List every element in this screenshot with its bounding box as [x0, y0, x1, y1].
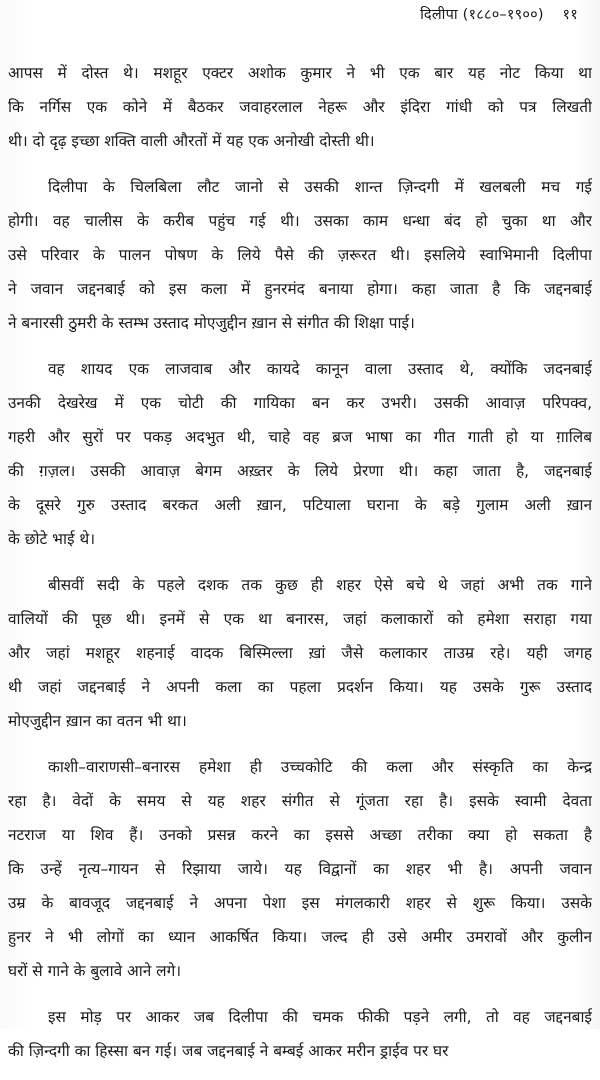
text-line: आपस में दोस्त थे। मशहूर एक्टर अशोक कुमार ने भी एक बार यह नोट किया था: [8, 64, 592, 82]
text-line: रहा है। वेदों के समय से यह शहर संगीत से गूंजता रहा है। इसके स्वामी देवता: [8, 792, 592, 810]
running-header: [420, 4, 578, 24]
paragraph: [8, 1000, 592, 1068]
text-line: हुनर ने भी लोगों का ध्यान आकर्षित किया। जल्द ही उसे अमीर उमरावों और कुलीन: [8, 928, 592, 946]
text-line: थी जहां जद्दनबाई ने अपनी कला का पहला प्रदर्शन किया। यह उसके गुरू उस्ताद: [8, 678, 592, 696]
text-line: वालियों की पूछ थी। इनमें से एक था बनारस, जहां कलाकारों को हमेशा सराहा गया: [8, 610, 592, 628]
text-line: नटराज या शिव हैं। उनको प्रसन्न करने का इससे अच्छा तरीका क्या हो सकता है: [8, 826, 592, 844]
text-line: उसे परिवार के पालन पोषण के लिये पैसे की ज़रूरत थी। इसलिये स्वाभिमानी दिलीपा: [8, 246, 592, 264]
text-line: घरों से गाने के बुलावे आने लगे।: [8, 962, 182, 980]
text-line: की ज़िन्दगी का हिस्सा बन गई। जब जद्दनबाई ने बम्बई आकर मरीन ड्राईव पर घर: [8, 1042, 449, 1060]
text-line: कि उन्हें नृत्य–गायन से रिझाया जाये। यह विद्वानों का शहर भी है। अपनी जवान: [8, 860, 592, 878]
text-line: के दूसरे गुरु उस्ताद बरकत अली ख़ान, पटियाला घराना के बड़े गुलाम अली ख़ान: [8, 496, 592, 514]
body-text: [8, 56, 592, 1080]
paragraph: [8, 56, 592, 158]
text-line: इस मोड़ पर आकर जब दिलीपा की चमक फीकी पड़ने लगी, तो वह जद्दनबाई: [48, 1008, 592, 1026]
text-line: ने जवान जद्दनबाई को इस कला में हुनरमंद बनाया होगा। कहा जाता है कि जद्दनबाई: [8, 280, 592, 298]
text-line: थी। दो दृढ़ इच्छा शक्ति वाली औरतों में यह एक अनोखी दोस्ती थी।: [8, 132, 375, 150]
text-line: ने बनारसी ठुमरी के स्तम्भ उस्ताद मोएजुद्दीन ख़ान से संगीत की शिक्षा पाई।: [8, 314, 415, 332]
chapter-title: दिलीपा (१८८०–१९००): [420, 7, 544, 23]
page-number: ११: [562, 7, 578, 23]
text-line: की ग़ज़ल। उसकी आवाज़ बेगम अख़्तर के लिये प्रेरणा थी। कहा जाता है, जद्दनबाई: [8, 462, 592, 480]
paragraph: [8, 352, 592, 556]
text-line: के छोटे भाई थे।: [8, 530, 96, 548]
text-line: मोएजुद्दीन ख़ान का वतन भी था।: [8, 712, 187, 730]
text-line: उनकी देखरेख में एक चोटी की गायिका बन कर उभरी। उसकी आवाज़ परिपक्व,: [8, 394, 592, 412]
text-line: वह शायद एक लाजवाब और कायदे कानून वाला उस्ताद थे, क्योंकि जदनबाई: [48, 360, 592, 378]
text-line: गहरी और सुरों पर पकड़ अदभुत थी, चाहे वह ब्रज भाषा का गीत गाती हो या ग़ालिब: [8, 428, 592, 446]
text-line: बीसवीं सदी के पहले दशक तक कुछ ही शहर ऐसे बचे थे जहां अभी तक गाने: [48, 576, 592, 594]
text-line: कि नर्गिस एक कोने में बैठकर जवाहरलाल नेहरू और इंदिरा गांधी को पत्र लिखती: [8, 98, 592, 116]
text-line: दिलीपा के चिलबिला लौट जानो से उसकी शान्त ज़िन्दगी में खलबली मच गई: [48, 178, 592, 196]
paragraph: [8, 568, 592, 738]
text-line: और जहां मशहूर शहनाई वादक बिस्मिल्ला ख़ां जैसे कलाकार ताउम्र रहे। यही जगह: [8, 644, 592, 662]
text-line: काशी–वाराणसी–बनारस हमेशा ही उच्चकोटि की कला और संस्कृति का केन्द्र: [48, 758, 592, 776]
text-line: उम्र के बावजूद जद्दनबाई ने अपना पेशा इस मंगलकारी शहर से शुरू किया। उसके: [8, 894, 592, 912]
text-line: होगी। वह चालीस के करीब पहुंच गई थी। उसका काम धन्धा बंद हो चुका था और: [8, 212, 592, 230]
paragraph: [8, 170, 592, 340]
paragraph: [8, 750, 592, 988]
